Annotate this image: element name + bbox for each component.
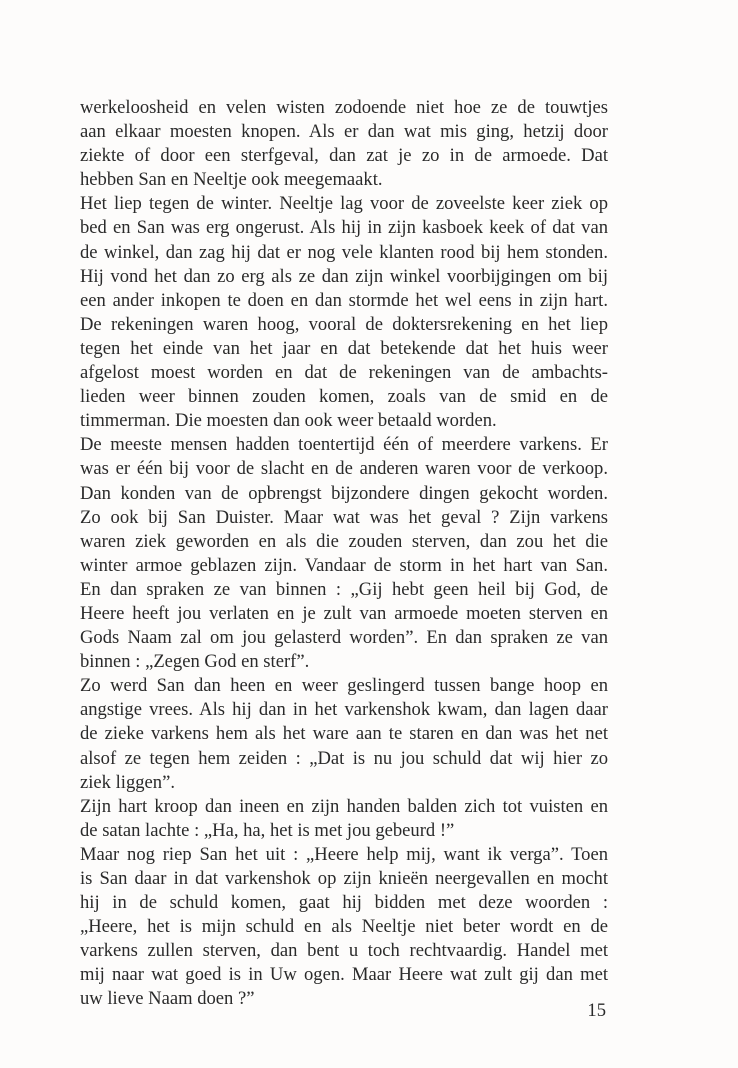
text-line: de zieke varkens hem als het ware aan te staren en dan was het net bbox=[80, 723, 608, 745]
text-line: timmerman. Die moesten dan ook weer betaald worden. bbox=[80, 410, 497, 432]
text-line: Dan konden van de opbrengst bijzondere dingen gekocht worden. bbox=[80, 482, 608, 504]
page-number: 15 bbox=[587, 1000, 606, 1021]
text-line: uw lieve Naam doen ?” bbox=[80, 988, 255, 1010]
text-line: tegen het einde van het jaar en dat betekende dat het huis weer bbox=[80, 337, 608, 359]
text-line: winter armoe geblazen zijn. Vandaar de storm in het hart van San. bbox=[80, 554, 608, 576]
text-line: afgelost moest worden en dat de rekeningen van de ambachts- bbox=[80, 362, 608, 384]
text-line: bed en San was erg ongerust. Als hij in zijn kasboek keek of dat van bbox=[80, 217, 608, 239]
text-line: de satan lachte : „Ha, ha, het is met jou gebeurd !” bbox=[80, 819, 455, 841]
text-line: is San daar in dat varkenshok op zijn knieën neergevallen en mocht bbox=[80, 868, 608, 889]
text-line: hij in de schuld komen, gaat hij bidden met deze woorden : bbox=[80, 892, 608, 914]
text-line: De rekeningen waren hoog, vooral de doktersrekening en het liep bbox=[80, 313, 608, 335]
text-line: Gods Naam zal om jou gelasterd worden”. En dan spraken ze van bbox=[80, 627, 608, 649]
text-line: mij naar wat goed is in Uw ogen. Maar Heere wat zult gij dan met bbox=[80, 964, 608, 986]
text-line: angstige vrees. Als hij dan in het varkenshok kwam, dan lagen daar bbox=[80, 699, 608, 721]
text-line: de winkel, dan zag hij dat er nog vele klanten rood bij hem stonden. bbox=[80, 241, 608, 263]
text-line: ziek liggen”. bbox=[80, 771, 175, 793]
text-line: De meeste mensen hadden toentertijd één of meerdere varkens. Er bbox=[80, 434, 608, 456]
text-line: werkeloosheid en velen wisten zodoende niet hoe ze de touwtjes bbox=[80, 97, 608, 118]
text-line: „Heere, het is mijn schuld en als Neeltje niet beter wordt en de bbox=[80, 916, 608, 938]
text-line: hebben San en Neeltje ook meegemaakt. bbox=[80, 169, 383, 191]
text-line: was er één bij voor de slacht en de anderen waren voor de verkoop. bbox=[80, 458, 608, 480]
text-line: varkens zullen sterven, dan bent u toch rechtvaardig. Handel met bbox=[80, 940, 608, 962]
text-line: En dan spraken ze van binnen : „Gij hebt geen heil bij God, de bbox=[80, 578, 608, 600]
text-line: aan elkaar moesten knopen. Als er dan wat mis ging, hetzij door bbox=[80, 121, 608, 143]
text-line: Heere heeft jou verlaten en je zult van armoede moeten sterven en bbox=[80, 602, 608, 624]
text-line: binnen : „Zegen God en sterf”. bbox=[80, 651, 310, 673]
text-line: een ander inkopen te doen en dan stormde het wel eens in zijn hart. bbox=[80, 289, 608, 311]
text-line: Hij vond het dan zo erg als ze dan zijn winkel voorbijgingen om bij bbox=[80, 265, 608, 287]
text-line: lieden weer binnen zouden komen, zoals van de smid en de bbox=[80, 386, 608, 408]
text-line: waren ziek geworden en als die zouden sterven, dan zou het die bbox=[80, 530, 608, 552]
text-line: Zo ook bij San Duister. Maar wat was het geval ? Zijn varkens bbox=[80, 506, 608, 528]
text-line: Maar nog riep San het uit : „Heere help mij, want ik verga”. Toen bbox=[80, 843, 608, 865]
text-line: alsof ze tegen hem zeiden : „Dat is nu jou schuld dat wij hier zo bbox=[80, 747, 608, 769]
text-line: Het liep tegen de winter. Neeltje lag voor de zoveelste keer ziek op bbox=[80, 193, 608, 215]
text-line: Zijn hart kroop dan ineen en zijn handen balden zich tot vuisten en bbox=[80, 795, 608, 817]
text-line: Zo werd San dan heen en weer geslingerd tussen bange hoop en bbox=[80, 675, 608, 697]
body-text bbox=[80, 96, 608, 1012]
text-line: ziekte of door een sterfgeval, dan zat je zo in de armoede. Dat bbox=[80, 145, 608, 167]
